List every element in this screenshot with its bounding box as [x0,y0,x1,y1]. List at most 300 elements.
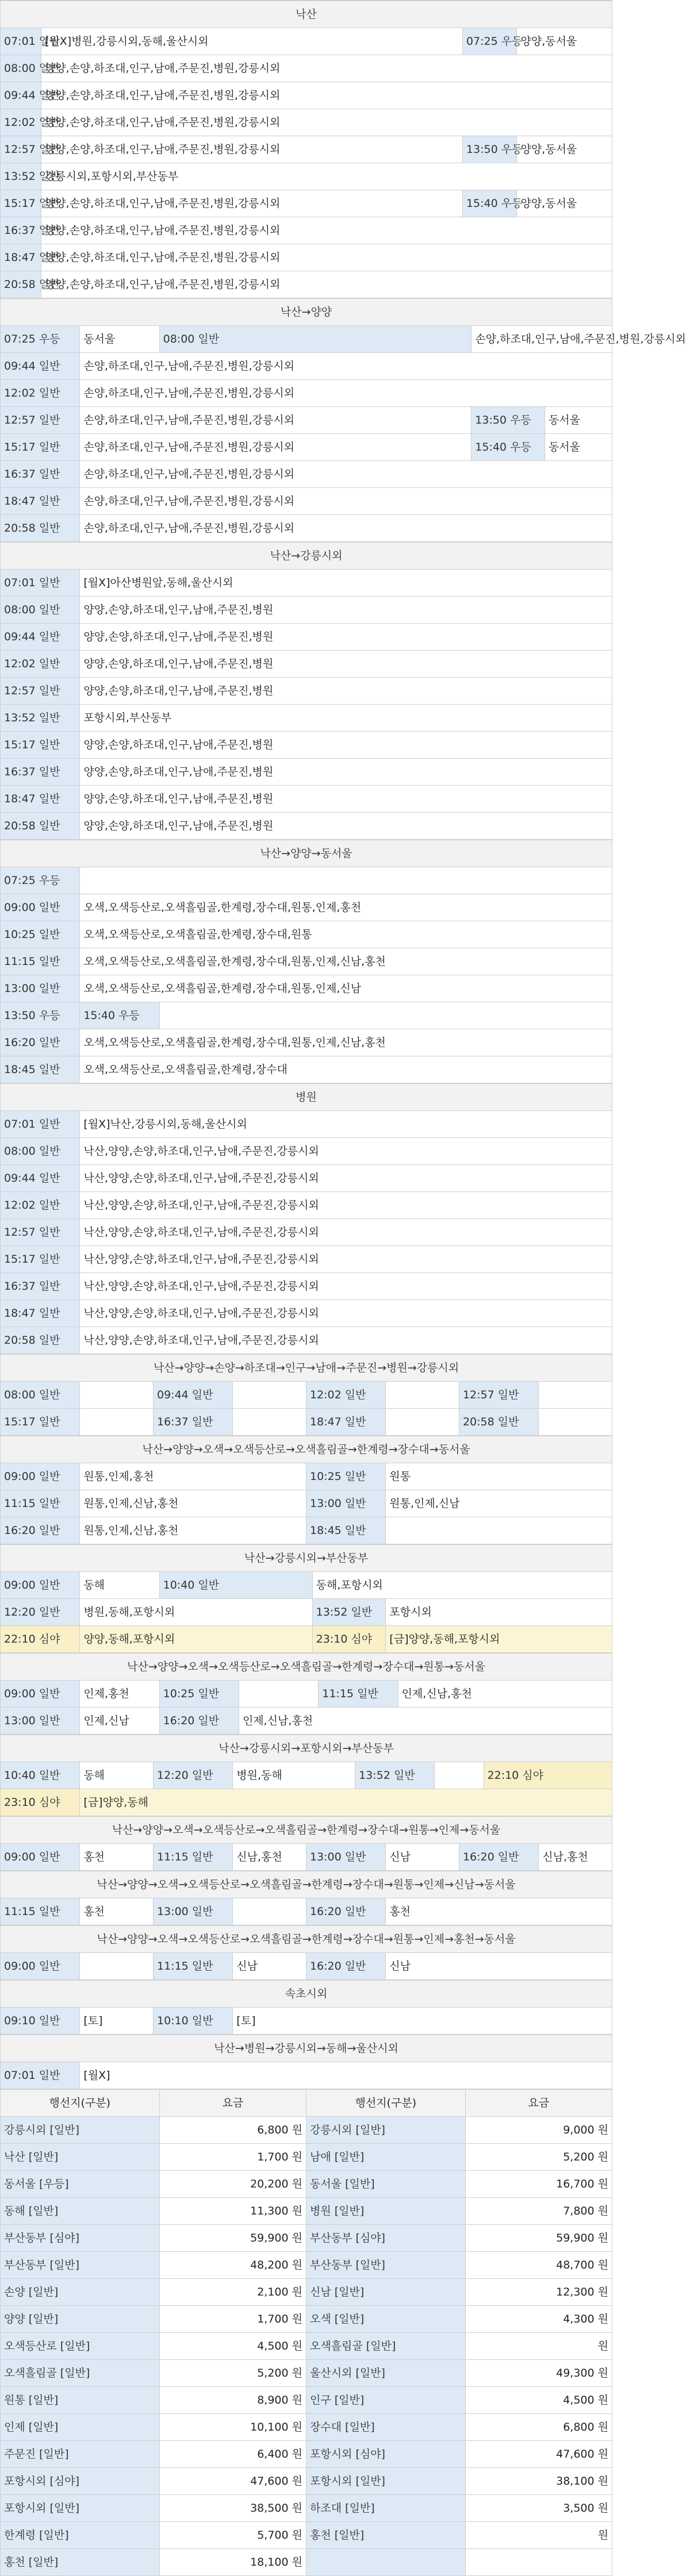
schedule-row [1,28,612,55]
departure-time: 12:57 일반 [1,407,80,434]
departure-time: 16:20 일반 [459,1844,538,1871]
fare-destination: 한계령 [일반] [1,2522,160,2549]
fare-destination: 손양 [일반] [1,2279,160,2306]
schedule-row [1,1490,612,1517]
schedule-row [1,353,612,380]
schedule-section [0,1871,612,1925]
departure-time: 10:25 일반 [159,1681,239,1708]
section-header-row [1,1084,612,1111]
departure-time: 16:37 일반 [1,1273,80,1300]
schedule-row [1,1681,612,1708]
schedule-row [1,217,612,244]
departure-time: 08:00 일반 [1,55,41,82]
schedule-row [1,1219,612,1246]
fare-amount: 4,500 원 [465,2387,612,2414]
schedule-row [1,1246,612,1273]
schedule-row [1,1789,612,1816]
fare-destination: 오색등산로 [일반] [1,2333,160,2360]
fare-amount: 5,700 원 [159,2522,306,2549]
route-stops: 원통,인제,신남,홍천 [80,1490,306,1517]
route-stops [386,1517,612,1544]
fare-row [1,2225,612,2252]
route-stops: 양양,손양,하조대,인구,남애,주문진,병원,강릉시외 [41,217,612,244]
route-stops: 병원,동해,포항시외 [80,1599,312,1626]
route-stops: 오색,오색등산로,오색흘림골,한계령,장수대,원통,인제,신남 [80,975,612,1002]
route-stops: 동해 [80,1572,159,1599]
fare-amount: 7,800 원 [465,2198,612,2225]
fare-header-cell: 요금 [159,2090,306,2117]
fare-destination: 강릉시외 [일반] [306,2117,465,2144]
fare-destination: 포항시외 [일반] [306,2468,465,2495]
departure-time: 07:01 일반 [1,2062,80,2089]
route-stops [435,1762,484,1789]
fare-amount: 10,100 원 [159,2414,306,2441]
fare-amount: 6,800 원 [159,2117,306,2144]
route-stops: 양양,동서울 [517,136,612,163]
schedule-row [1,1273,612,1300]
route-stops [239,1681,318,1708]
route-stops [80,1382,154,1409]
fare-amount: 6,800 원 [465,2414,612,2441]
route-stops: 인제,신남 [80,1708,159,1735]
fare-row [1,2171,612,2198]
route-stops: 손양,하조대,인구,남애,주문진,병원,강릉시외 [80,488,612,515]
route-stops: 양양,손양,하조대,인구,남애,주문진,병원 [80,813,612,840]
fare-destination: 포항시외 [심야] [1,2468,160,2495]
departure-time: 20:58 일반 [1,1327,80,1354]
departure-time: 13:00 일반 [306,1490,385,1517]
fare-destination: 포항시외 [일반] [1,2495,160,2522]
schedule-row [1,1517,612,1544]
route-stops: 양양,손양,하조대,인구,남애,주문진,병원,강릉시외 [41,109,612,136]
schedule-row [1,1898,612,1925]
section-title: 낙산 [1,1,612,28]
fare-row [1,2414,612,2441]
route-stops: 강릉시외,포항시외,부산동부 [41,163,612,190]
route-stops [80,1409,154,1436]
route-stops: 손양,하조대,인구,남애,주문진,병원,강릉시외 [80,461,612,488]
departure-time: 15:40 우등 [472,434,545,461]
route-stops: 인제,신남,홍천 [239,1708,612,1735]
departure-time: 09:44 일반 [1,1165,80,1192]
route-stops: 낙산,양양,손양,하조대,인구,남애,주문진,강릉시외 [80,1138,612,1165]
fare-destination: 양양 [일반] [1,2306,160,2333]
fare-amount: 47,600 원 [465,2441,612,2468]
fare-row [1,2306,612,2333]
route-stops [386,1382,459,1409]
route-stops: 신남 [386,1844,459,1871]
departure-time: 13:50 우등 [1,1002,80,1029]
fare-destination: 주문진 [일반] [1,2441,160,2468]
route-stops: 양양,손양,하조대,인구,남애,주문진,병원,강릉시외 [41,244,612,271]
departure-time: 16:37 일반 [153,1409,232,1436]
departure-time: 22:10 심야 [484,1762,612,1789]
departure-time: 18:47 일반 [1,244,41,271]
route-stops: 낙산,양양,손양,하조대,인구,남애,주문진,강릉시외 [80,1165,612,1192]
route-stops [233,1898,306,1925]
section-title: 낙산→병원→강릉시외→동해→울산시외 [1,2035,612,2062]
section-header-row [1,299,612,326]
departure-time: 18:47 일반 [1,488,80,515]
fare-destination: 부산동부 [일반] [1,2252,160,2279]
departure-time: 10:40 일반 [159,1572,312,1599]
schedule-row [1,190,612,217]
route-stops: [금]양양,동해,포항시외 [386,1626,612,1653]
section-header-row [1,1981,612,2008]
schedule-section [0,840,612,1083]
fare-amount: 38,100 원 [465,2468,612,2495]
schedule-row [1,597,612,624]
section-title: 낙산→양양 [1,299,612,326]
route-stops: 손양,하조대,인구,남애,주문진,병원,강릉시외 [80,380,612,407]
departure-time: 23:10 심야 [312,1626,386,1653]
section-title: 낙산→강릉시외→부산동부 [1,1545,612,1572]
fare-destination: 포항시외 [심야] [306,2441,465,2468]
route-stops: 동서울 [545,434,612,461]
route-stops [159,1002,612,1029]
schedule-row [1,1708,612,1735]
section-header-row [1,1654,612,1681]
route-stops: 양양,동서울 [517,28,612,55]
schedule-section [0,1083,612,1354]
schedule-section [0,1816,612,1871]
route-stops: 신남 [386,1953,612,1980]
fare-amount: 20,200 원 [159,2171,306,2198]
fare-row [1,2279,612,2306]
departure-time: 09:00 일반 [1,1572,80,1599]
schedule-row [1,515,612,542]
route-stops: 원통,인제,신남,홍천 [80,1517,306,1544]
departure-time: 09:00 일반 [1,1681,80,1708]
fare-destination: 동서울 [우등] [1,2171,160,2198]
fare-row [1,2522,612,2549]
route-stops: 양양,손양,하조대,인구,남애,주문진,병원,강릉시외 [41,271,612,298]
fare-destination: 낙산 [일반] [1,2144,160,2171]
departure-time: 12:20 일반 [153,1762,232,1789]
departure-time: 11:15 일반 [153,1953,232,1980]
schedule-row [1,705,612,732]
departure-time: 09:10 일반 [1,2008,80,2035]
departure-time: 16:20 일반 [159,1708,239,1735]
fare-header-cell: 요금 [465,2090,612,2117]
fare-destination: 강릉시외 [일반] [1,2117,160,2144]
schedule-row [1,948,612,975]
fare-amount: 18,100 원 [159,2549,306,2576]
departure-time: 09:44 일반 [1,82,41,109]
schedule-row [1,1029,612,1056]
fare-destination: 인구 [일반] [306,2387,465,2414]
schedule-row [1,109,612,136]
departure-time: 07:25 우등 [462,28,517,55]
route-stops: 홍천 [386,1898,612,1925]
fare-amount: 원 [465,2522,612,2549]
fare-row [1,2333,612,2360]
route-stops: 낙산,양양,손양,하조대,인구,남애,주문진,강릉시외 [80,1273,612,1300]
departure-time: 13:50 우등 [472,407,545,434]
departure-time: 15:17 일반 [1,190,41,217]
fare-destination [306,2549,465,2576]
route-stops: 오색,오색등산로,오색흘림골,한계령,장수대,원통,인제,신남,홍천 [80,1029,612,1056]
route-stops: 포항시외,부산동부 [80,705,612,732]
schedule-row [1,1056,612,1083]
fare-amount: 8,900 원 [159,2387,306,2414]
departure-time: 20:58 일반 [459,1409,538,1436]
section-header-row [1,1871,612,1898]
departure-time: 09:44 일반 [1,624,80,651]
departure-time: 08:00 일반 [1,1138,80,1165]
schedule-row [1,786,612,813]
departure-time: 09:00 일반 [1,1953,80,1980]
fare-amount: 1,700 원 [159,2144,306,2171]
fare-table [0,2089,612,2576]
fare-destination: 병원 [일반] [306,2198,465,2225]
route-stops: [월X]아산병원앞,동해,울산시외 [80,570,612,597]
departure-time: 09:44 일반 [1,353,80,380]
departure-time: 09:44 일반 [153,1382,232,1409]
fare-amount: 12,300 원 [465,2279,612,2306]
schedule-section [0,1925,612,1980]
departure-time: 07:25 우등 [1,867,80,894]
schedule-row [1,1327,612,1354]
route-stops: 손양,하조대,인구,남애,주문진,병원,강릉시외 [80,434,472,461]
route-stops: 양양,손양,하조대,인구,남애,주문진,병원,강릉시외 [41,82,612,109]
schedule-section [0,1735,612,1816]
section-header-row [1,1926,612,1953]
schedule-row [1,136,612,163]
fare-destination: 동서울 [일반] [306,2171,465,2198]
schedule-row [1,1953,612,1980]
route-stops: [토] [80,2008,154,2035]
route-stops: 포항시외 [386,1599,612,1626]
route-stops: 양양,손양,하조대,인구,남애,주문진,병원,강릉시외 [41,136,462,163]
route-stops: 양양,손양,하조대,인구,남애,주문진,병원 [80,597,612,624]
departure-time: 16:37 일반 [1,461,80,488]
route-stops: [월X]낙산,강릉시외,동해,울산시외 [80,1111,612,1138]
section-header-row [1,1735,612,1762]
section-header-row [1,1817,612,1844]
route-stops: 홍천 [80,1844,154,1871]
schedule-row [1,326,612,353]
fare-row [1,2252,612,2279]
schedule-row [1,1192,612,1219]
route-stops: 양양,손양,하조대,인구,남애,주문진,병원,강릉시외 [41,190,462,217]
section-title: 낙산→양양→동서울 [1,840,612,867]
fare-row [1,2144,612,2171]
departure-time: 23:10 심야 [1,1789,80,1816]
departure-time: 08:00 일반 [159,326,472,353]
schedule-row [1,380,612,407]
route-stops: 병원,동해 [233,1762,355,1789]
fare-amount: 11,300 원 [159,2198,306,2225]
route-stops: 낙산,양양,손양,하조대,인구,남애,주문진,강릉시외 [80,1300,612,1327]
route-stops: 양양,손양,하조대,인구,남애,주문진,병원 [80,624,612,651]
route-stops: 손양,하조대,인구,남애,주문진,병원,강릉시외 [472,326,612,353]
fare-destination: 원통 [일반] [1,2387,160,2414]
schedule-row [1,271,612,298]
schedule-row [1,1111,612,1138]
route-stops [539,1382,612,1409]
fare-header-cell: 행선지(구분) [306,2090,465,2117]
route-stops: 양양,손양,하조대,인구,남애,주문진,병원 [80,786,612,813]
fare-amount: 원 [465,2333,612,2360]
schedule-section [0,1354,612,1436]
fare-destination: 신남 [일반] [306,2279,465,2306]
fare-destination: 오색 [일반] [306,2306,465,2333]
fare-amount: 6,400 원 [159,2441,306,2468]
route-stops: [토] [233,2008,612,2035]
route-stops: 낙산,양양,손양,하조대,인구,남애,주문진,강릉시외 [80,1192,612,1219]
schedule-row [1,867,612,894]
departure-time: 12:02 일반 [1,109,41,136]
departure-time: 15:17 일반 [1,1409,80,1436]
route-stops: 손양,하조대,인구,남애,주문진,병원,강릉시외 [80,515,612,542]
schedule-row [1,2008,612,2035]
departure-time: 10:40 일반 [1,1762,80,1789]
departure-time: 07:01 일반 [1,570,80,597]
departure-time: 09:00 일반 [1,1463,80,1490]
schedule-row [1,921,612,948]
section-title: 병원 [1,1084,612,1111]
departure-time: 10:10 일반 [153,2008,232,2035]
departure-time: 10:25 일반 [306,1463,385,1490]
schedule-row [1,407,612,434]
route-stops: [월X]병원,강릉시외,동해,울산시외 [41,28,462,55]
departure-time: 11:15 일반 [1,1898,80,1925]
route-stops: 양양,동서울 [517,190,612,217]
schedule-row [1,1165,612,1192]
schedule-row [1,678,612,705]
departure-time: 16:37 일반 [1,759,80,786]
fare-amount: 4,500 원 [159,2333,306,2360]
fare-row [1,2549,612,2576]
fare-destination: 부산동부 [심야] [1,2225,160,2252]
route-stops: 오색,오색등산로,오색흘림골,한계령,장수대,원통 [80,921,612,948]
departure-time: 18:45 일반 [1,1056,80,1083]
departure-time: 09:00 일반 [1,1844,80,1871]
schedule-row [1,1409,612,1436]
fare-amount: 16,700 원 [465,2171,612,2198]
fare-destination: 동해 [일반] [1,2198,160,2225]
schedule-row [1,624,612,651]
departure-time: 13:00 일반 [1,975,80,1002]
fare-row [1,2387,612,2414]
route-stops: 오색,오색등산로,오색흘림골,한계령,장수대,원통,인제,홍천 [80,894,612,921]
departure-time: 16:20 일반 [1,1029,80,1056]
route-stops [80,867,612,894]
departure-time: 13:52 일반 [312,1599,386,1626]
route-stops: 신남,홍천 [539,1844,612,1871]
fare-amount: 2,100 원 [159,2279,306,2306]
schedule-section [0,1980,612,2035]
fare-row [1,2441,612,2468]
departure-time: 12:57 일반 [1,1219,80,1246]
fare-destination: 장수대 [일반] [306,2414,465,2441]
schedule-row [1,163,612,190]
departure-time: 11:15 일반 [1,1490,80,1517]
departure-time: 20:58 일반 [1,515,80,542]
section-title: 낙산→강릉시외→포항시외→부산동부 [1,1735,612,1762]
fare-amount: 4,300 원 [465,2306,612,2333]
route-stops: 낙산,양양,손양,하조대,인구,남애,주문진,강릉시외 [80,1219,612,1246]
departure-time: 08:00 일반 [1,597,80,624]
schedule-row [1,55,612,82]
schedule-row [1,1300,612,1327]
fare-amount: 5,200 원 [465,2144,612,2171]
schedule-row [1,1463,612,1490]
fare-amount: 3,500 원 [465,2495,612,2522]
departure-time: 12:57 일반 [459,1382,538,1409]
departure-time: 13:52 일반 [355,1762,435,1789]
departure-time: 16:20 일반 [1,1517,80,1544]
route-stops: 오색,오색등산로,오색흘림골,한계령,장수대 [80,1056,612,1083]
route-stops [80,1953,154,1980]
departure-time: 07:25 우등 [1,326,80,353]
schedule-row [1,1138,612,1165]
departure-time: 12:57 일반 [1,678,80,705]
route-stops: 동해 [80,1762,154,1789]
schedule-row [1,2062,612,2089]
fare-amount: 1,700 원 [159,2306,306,2333]
schedule-row [1,1844,612,1871]
departure-time: 11:15 일반 [1,948,80,975]
section-title: 낙산→양양→오색→오색등산로→오색흘림골→한계령→장수대→원통→인제→홍천→동서울 [1,1926,612,1953]
fare-destination: 부산동부 [심야] [306,2225,465,2252]
fare-amount: 48,200 원 [159,2252,306,2279]
schedule-row [1,975,612,1002]
section-header-row [1,543,612,570]
schedule-row [1,1002,612,1029]
fare-amount: 47,600 원 [159,2468,306,2495]
route-stops: 원통 [386,1463,612,1490]
section-title: 낙산→양양→오색→오색등산로→오색흘림골→한계령→장수대→원통→동서울 [1,1654,612,1681]
route-stops: 신남,홍천 [233,1844,306,1871]
section-header-row [1,840,612,867]
schedule-section [0,1544,612,1653]
fare-destination: 오색흘림골 [일반] [1,2360,160,2387]
schedule-section [0,298,612,542]
fare-destination: 홍천 [일반] [306,2522,465,2549]
departure-time: 18:47 일반 [1,786,80,813]
departure-time: 10:25 일반 [1,921,80,948]
fare-row [1,2495,612,2522]
route-stops: 동해,포항시외 [312,1572,612,1599]
schedule-row [1,1599,612,1626]
departure-time: 12:02 일반 [1,651,80,678]
schedule-section [0,1,612,298]
fare-amount: 49,300 원 [465,2360,612,2387]
fare-header-row [1,2090,612,2117]
fare-row [1,2360,612,2387]
fare-destination: 인제 [일반] [1,2414,160,2441]
fare-destination: 남애 [일반] [306,2144,465,2171]
route-stops: 양양,손양,하조대,인구,남애,주문진,병원 [80,678,612,705]
route-stops: 인제,홍천 [80,1681,159,1708]
section-title: 낙산→양양→손양→하조대→인구→남애→주문진→병원→강릉시외 [1,1355,612,1382]
section-title: 낙산→양양→오색→오색등산로→오색흘림골→한계령→장수대→원통→인제→신남→동서울 [1,1871,612,1898]
route-stops: 양양,동해,포항시외 [80,1626,312,1653]
section-title: 낙산→강릉시외 [1,543,612,570]
departure-time: 15:17 일반 [1,1246,80,1273]
departure-time: 18:47 일반 [306,1409,385,1436]
departure-time: 15:17 일반 [1,732,80,759]
fare-destination: 하조대 [일반] [306,2495,465,2522]
fare-amount [465,2549,612,2576]
schedule-row [1,732,612,759]
schedule-row [1,461,612,488]
route-stops: 원통,인제,신남 [386,1490,612,1517]
schedule-section [0,542,612,840]
fare-destination: 부산동부 [일반] [306,2252,465,2279]
